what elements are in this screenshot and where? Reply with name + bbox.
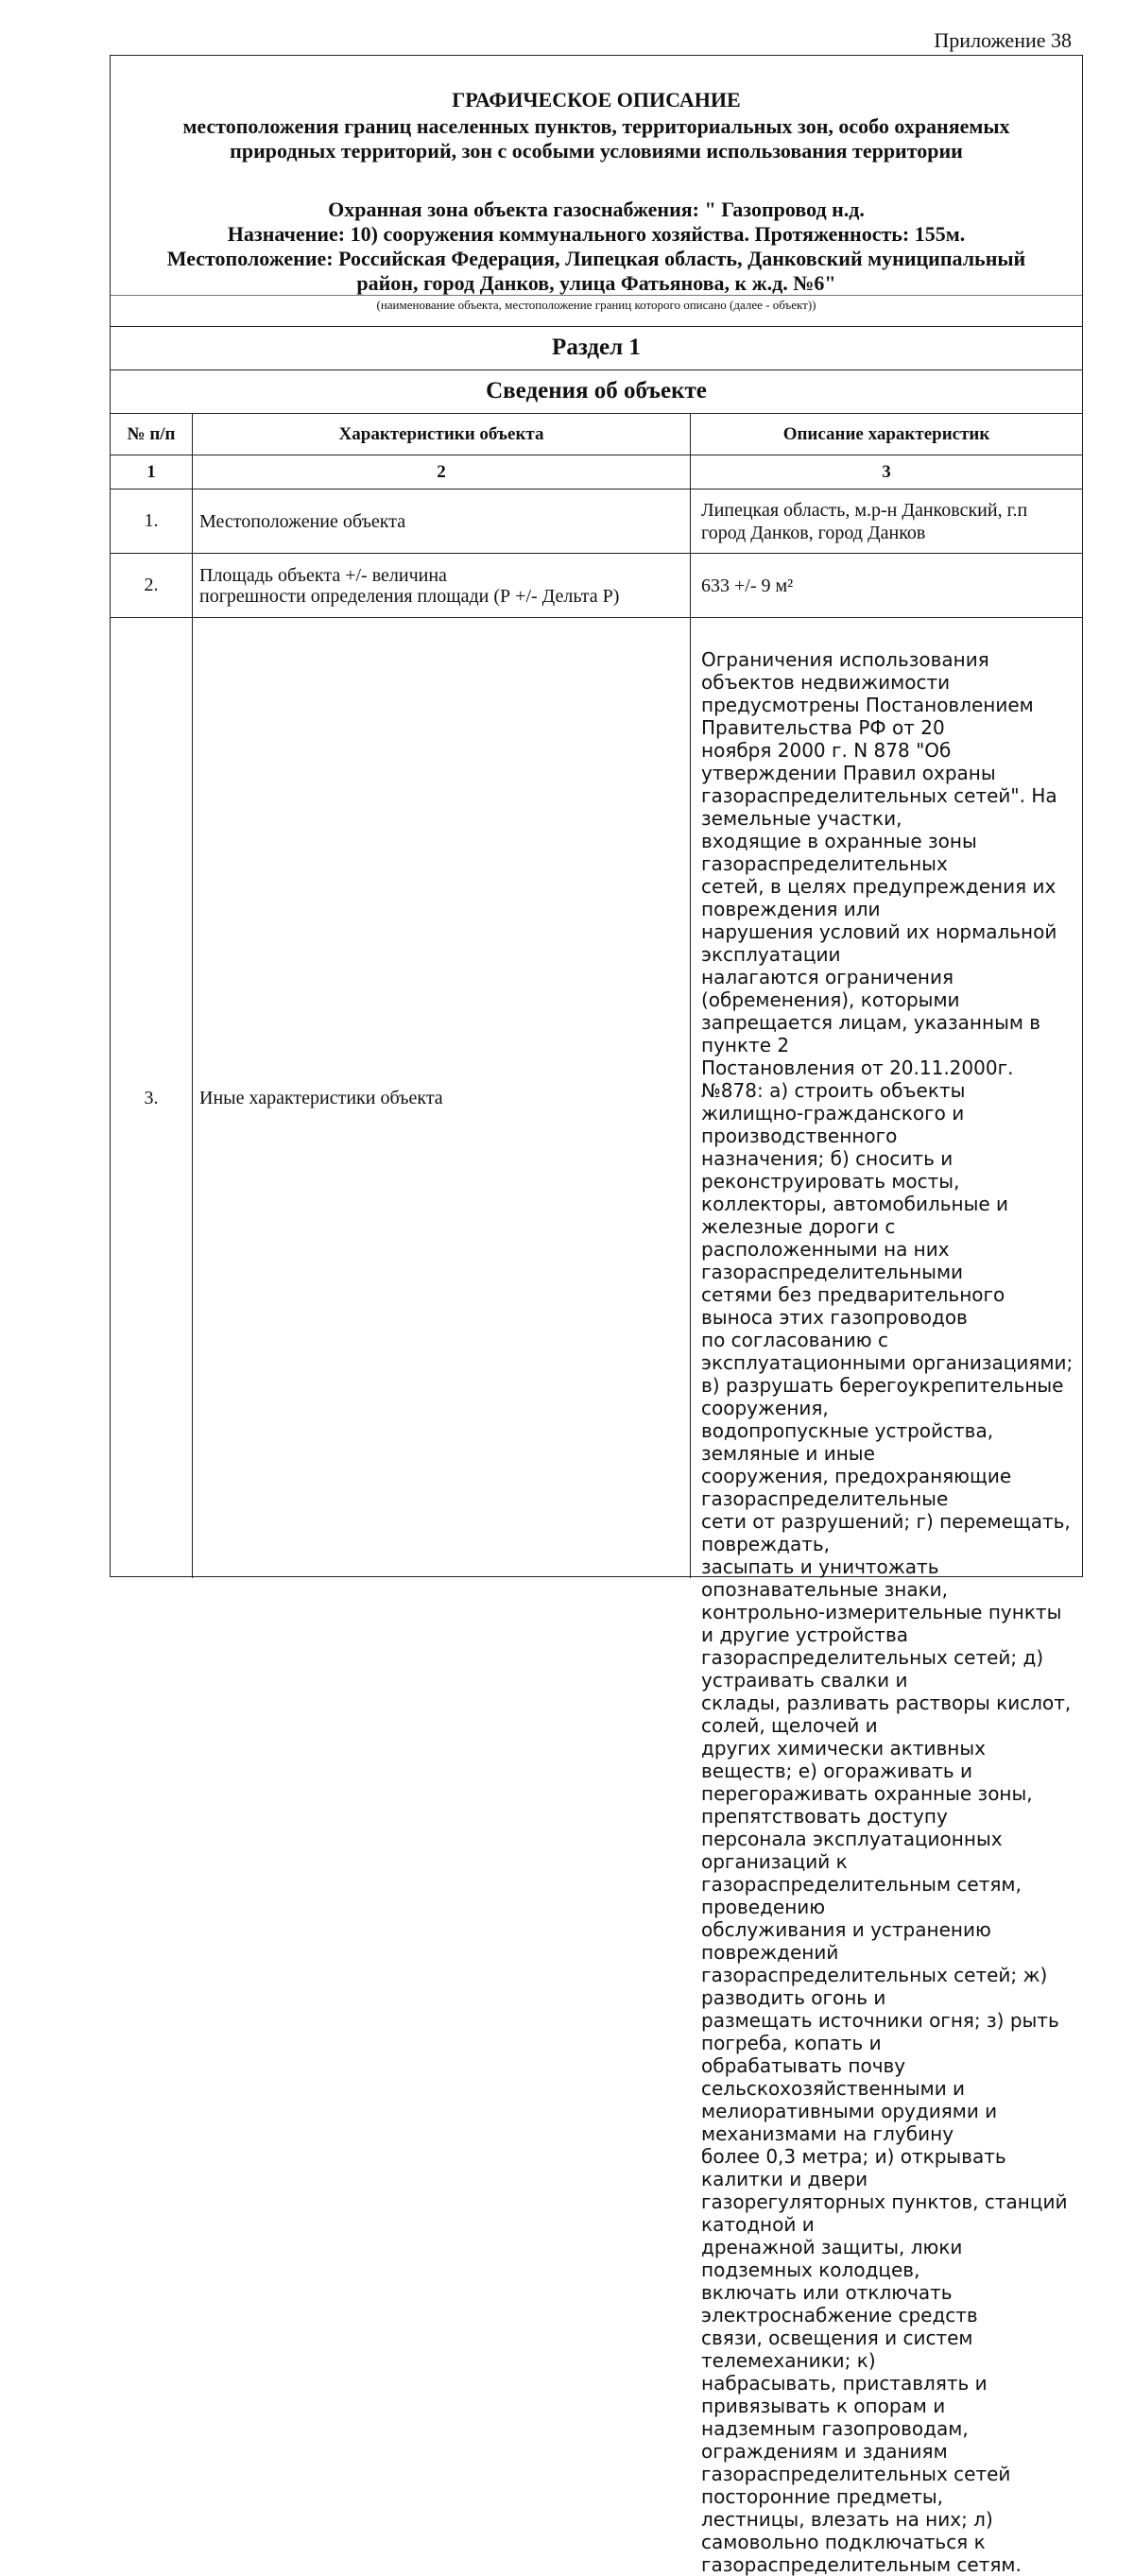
row-characteristic: Иные характеристики объекта bbox=[192, 618, 690, 1578]
document-header bbox=[111, 56, 1082, 326]
object-name-line-3: Местоположение: Российская Федерация, Липецкая область, Данковский муниципальный bbox=[166, 247, 1026, 270]
column-number-3: 3 bbox=[690, 455, 1082, 489]
document-subtitle-line-2: природных территорий, зон с особыми условиями использования территории bbox=[230, 139, 963, 163]
table-row bbox=[111, 617, 1082, 2576]
row-characteristic: Местоположение объекта bbox=[192, 489, 690, 553]
restrictions-text: Ограничения использования объектов недвижимости предусмотрены Постановлением Правительства РФ от 20 ноября 2000 г. N 878 "Об утверждении Правил охраны газораспределительных сетей". На земельные участки, входящие в охранные зоны газораспределительных сетей, в целях предупреждения их повреждения или нарушения условий их нормальной эксплуатации налагаются ограничения (обременения), которыми запрещается лицам, указанным в пункте 2 Постановления от 20.11.2000г. №878: а) строить объекты жилищно-гражданского и производственного назначения; б) сносить и реконструировать мосты, коллекторы, автомобильные и железные дороги с расположенными на них газораспределительными сетями без предварительного выноса этих газопроводов по согласованию с эксплуатационными организациями; в) разрушать берегоукрепительные сооружения, водопропускные устройства, земляные и иные сооружения, предохраняющие газораспределительные сети от разрушений; г) перемещать, повреждать, засыпать и уничтожать опознавательные знаки, контрольно-измерительные пункты и другие устройства газораспределительных сетей; д) устраивать свалки и склады, разливать растворы кислот, солей, щелочей и других химически активных веществ; е) огораживать и перегораживать охранные зоны, препятствовать доступу персонала эксплуатационных организаций к газораспределительным сетям, проведению обслуживания и устранению повреждений газораспределительных сетей; ж) разводить огонь и размещать источники огня; з) рыть погреба, копать и обрабатывать почву сельскохозяйственными и мелиоративными орудиями и механизмами на глубину более 0,3 метра; и) открывать калитки и двери газорегуляторных пунктов, станций катодной и дренажной защиты, люки подземных колодцев, включать или отключать электроснабжение средств связи, освещения и систем телемеханики; к) набрасывать, приставлять и привязывать к опорам и надземным газопроводам, ограждениям и зданиям газораспределительных сетей посторонние предметы, лестницы, влезать на них; л) самовольно подключаться к газораспределительным сетям. bbox=[690, 618, 1082, 1578]
object-name-line-4: район, город Данков, улица Фатьянова, к ж.д. №6" bbox=[356, 271, 836, 295]
appendix-label: Приложение 38 bbox=[934, 28, 1072, 52]
table-header-row bbox=[111, 413, 1082, 455]
column-number-1: 1 bbox=[146, 461, 156, 482]
row-description: Липецкая область, м.р-н Данковский, г.п город Данков, город Данков bbox=[690, 489, 1082, 553]
object-caption: (наименование объекта, местоположение границ которого описано (далее - объект)) bbox=[376, 298, 816, 312]
document-title: ГРАФИЧЕСКОЕ ОПИСАНИЕ bbox=[452, 88, 741, 112]
caption-separator bbox=[111, 295, 1082, 296]
column-number-2: 2 bbox=[192, 455, 690, 489]
row-number: 3. bbox=[144, 1087, 159, 1108]
row-characteristic: Площадь объекта +/- величина погрешности определения площади (Р +/- Дельта Р) bbox=[192, 554, 690, 617]
row-description: 633 +/- 9 м² bbox=[690, 554, 1082, 617]
object-name-line-2: Назначение: 10) сооружения коммунального хозяйства. Протяженность: 155м. bbox=[227, 222, 966, 246]
header-number: № п/п bbox=[127, 423, 176, 444]
table-row bbox=[111, 553, 1082, 617]
document-subtitle-line-1: местоположения границ населенных пунктов, территориальных зон, особо охраняемых bbox=[182, 114, 1010, 138]
object-name-line-1: Охранная зона объекта газоснабжения: " Газопровод н.д. bbox=[328, 197, 865, 221]
section-title-row bbox=[111, 369, 1082, 413]
row-number: 1. bbox=[144, 510, 159, 531]
section-title: Сведения об объекте bbox=[486, 378, 707, 404]
section-number-row bbox=[111, 326, 1082, 369]
column-number-row bbox=[111, 455, 1082, 489]
document-frame bbox=[110, 55, 1083, 2576]
header-characteristic: Характеристики объекта bbox=[192, 414, 690, 455]
row-number: 2. bbox=[144, 575, 159, 595]
section-number: Раздел 1 bbox=[552, 335, 641, 360]
header-description: Описание характеристик bbox=[690, 414, 1082, 455]
table-row bbox=[111, 489, 1082, 553]
